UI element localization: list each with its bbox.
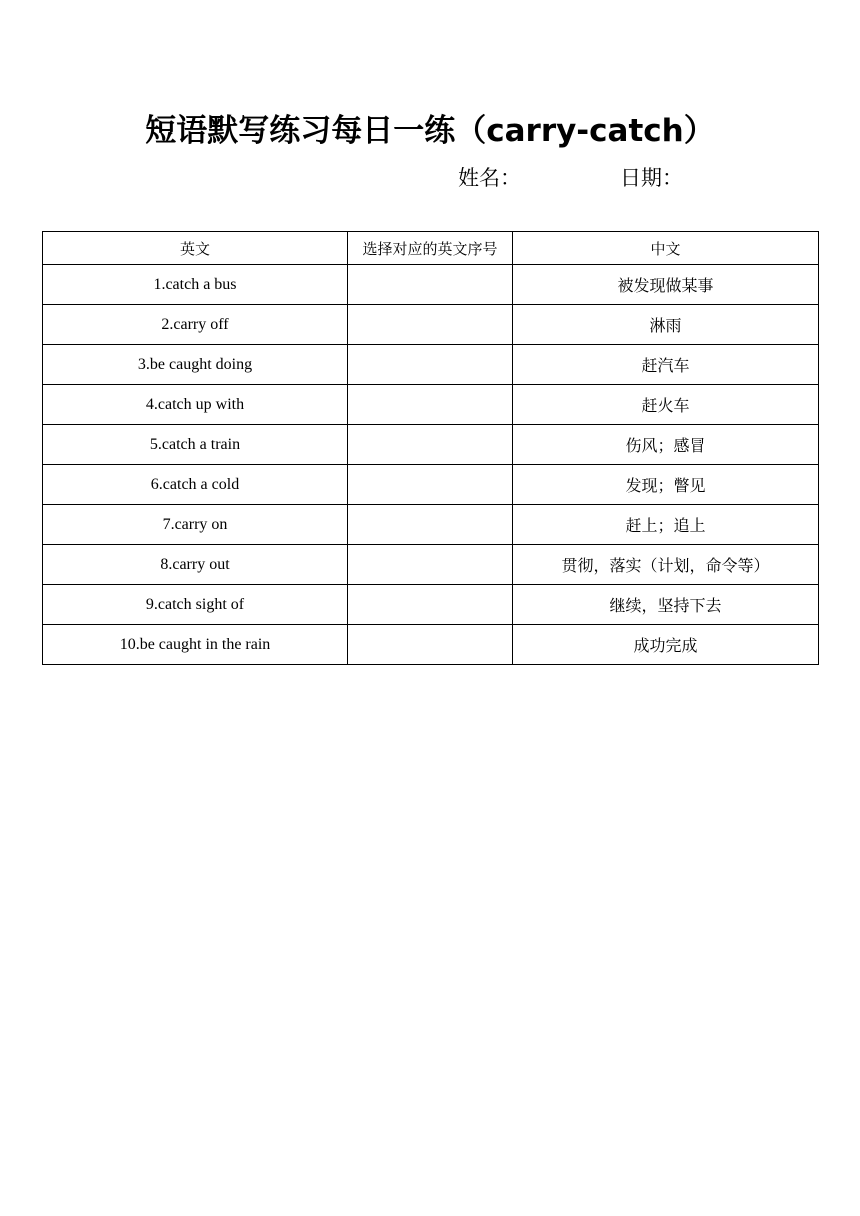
date-label: 日期：: [620, 166, 683, 190]
table-row: [43, 345, 819, 385]
answer-cell[interactable]: [348, 345, 513, 385]
header-answer-number: 选择对应的英文序号: [348, 232, 513, 265]
english-phrase: 9.catch sight of: [43, 585, 348, 625]
english-phrase: 4.catch up with: [43, 385, 348, 425]
answer-cell[interactable]: [348, 385, 513, 425]
chinese-meaning: 被发现做某事: [513, 265, 819, 305]
english-phrase: 1.catch a bus: [43, 265, 348, 305]
chinese-meaning: 淋雨: [513, 305, 819, 345]
table-row: [43, 505, 819, 545]
chinese-meaning: 继续，坚持下去: [513, 585, 819, 625]
answer-cell[interactable]: [348, 505, 513, 545]
table-row: [43, 465, 819, 505]
table-row: [43, 265, 819, 305]
answer-cell[interactable]: [348, 545, 513, 585]
english-phrase: 6.catch a cold: [43, 465, 348, 505]
answer-cell[interactable]: [348, 265, 513, 305]
english-phrase: 10.be caught in the rain: [43, 625, 348, 665]
header-english: 英文: [43, 232, 348, 265]
answer-cell[interactable]: [348, 305, 513, 345]
answer-cell[interactable]: [348, 465, 513, 505]
table-header-row: [43, 232, 819, 265]
english-phrase: 2.carry off: [43, 305, 348, 345]
answer-cell[interactable]: [348, 425, 513, 465]
chinese-meaning: 赶汽车: [513, 345, 819, 385]
english-phrase: 5.catch a train: [43, 425, 348, 465]
header-chinese: 中文: [513, 232, 819, 265]
answer-cell[interactable]: [348, 585, 513, 625]
table-row: [43, 625, 819, 665]
chinese-meaning: 赶火车: [513, 385, 819, 425]
english-phrase: 8.carry out: [43, 545, 348, 585]
table-row: [43, 585, 819, 625]
chinese-meaning: 成功完成: [513, 625, 819, 665]
english-phrase: 7.carry on: [43, 505, 348, 545]
table-row: [43, 385, 819, 425]
phrase-matching-table: [42, 231, 819, 665]
chinese-meaning: 贯彻，落实（计划，命令等）: [513, 545, 819, 585]
chinese-meaning: 伤风；感冒: [513, 425, 819, 465]
chinese-meaning: 发现；瞥见: [513, 465, 819, 505]
chinese-meaning: 赶上；追上: [513, 505, 819, 545]
english-phrase: 3.be caught doing: [43, 345, 348, 385]
worksheet-title: 短语默写练习每日一练（carry-catch）: [145, 113, 715, 149]
answer-cell[interactable]: [348, 625, 513, 665]
table-row: [43, 545, 819, 585]
table-row: [43, 305, 819, 345]
name-label: 姓名：: [458, 166, 521, 190]
table-row: [43, 425, 819, 465]
